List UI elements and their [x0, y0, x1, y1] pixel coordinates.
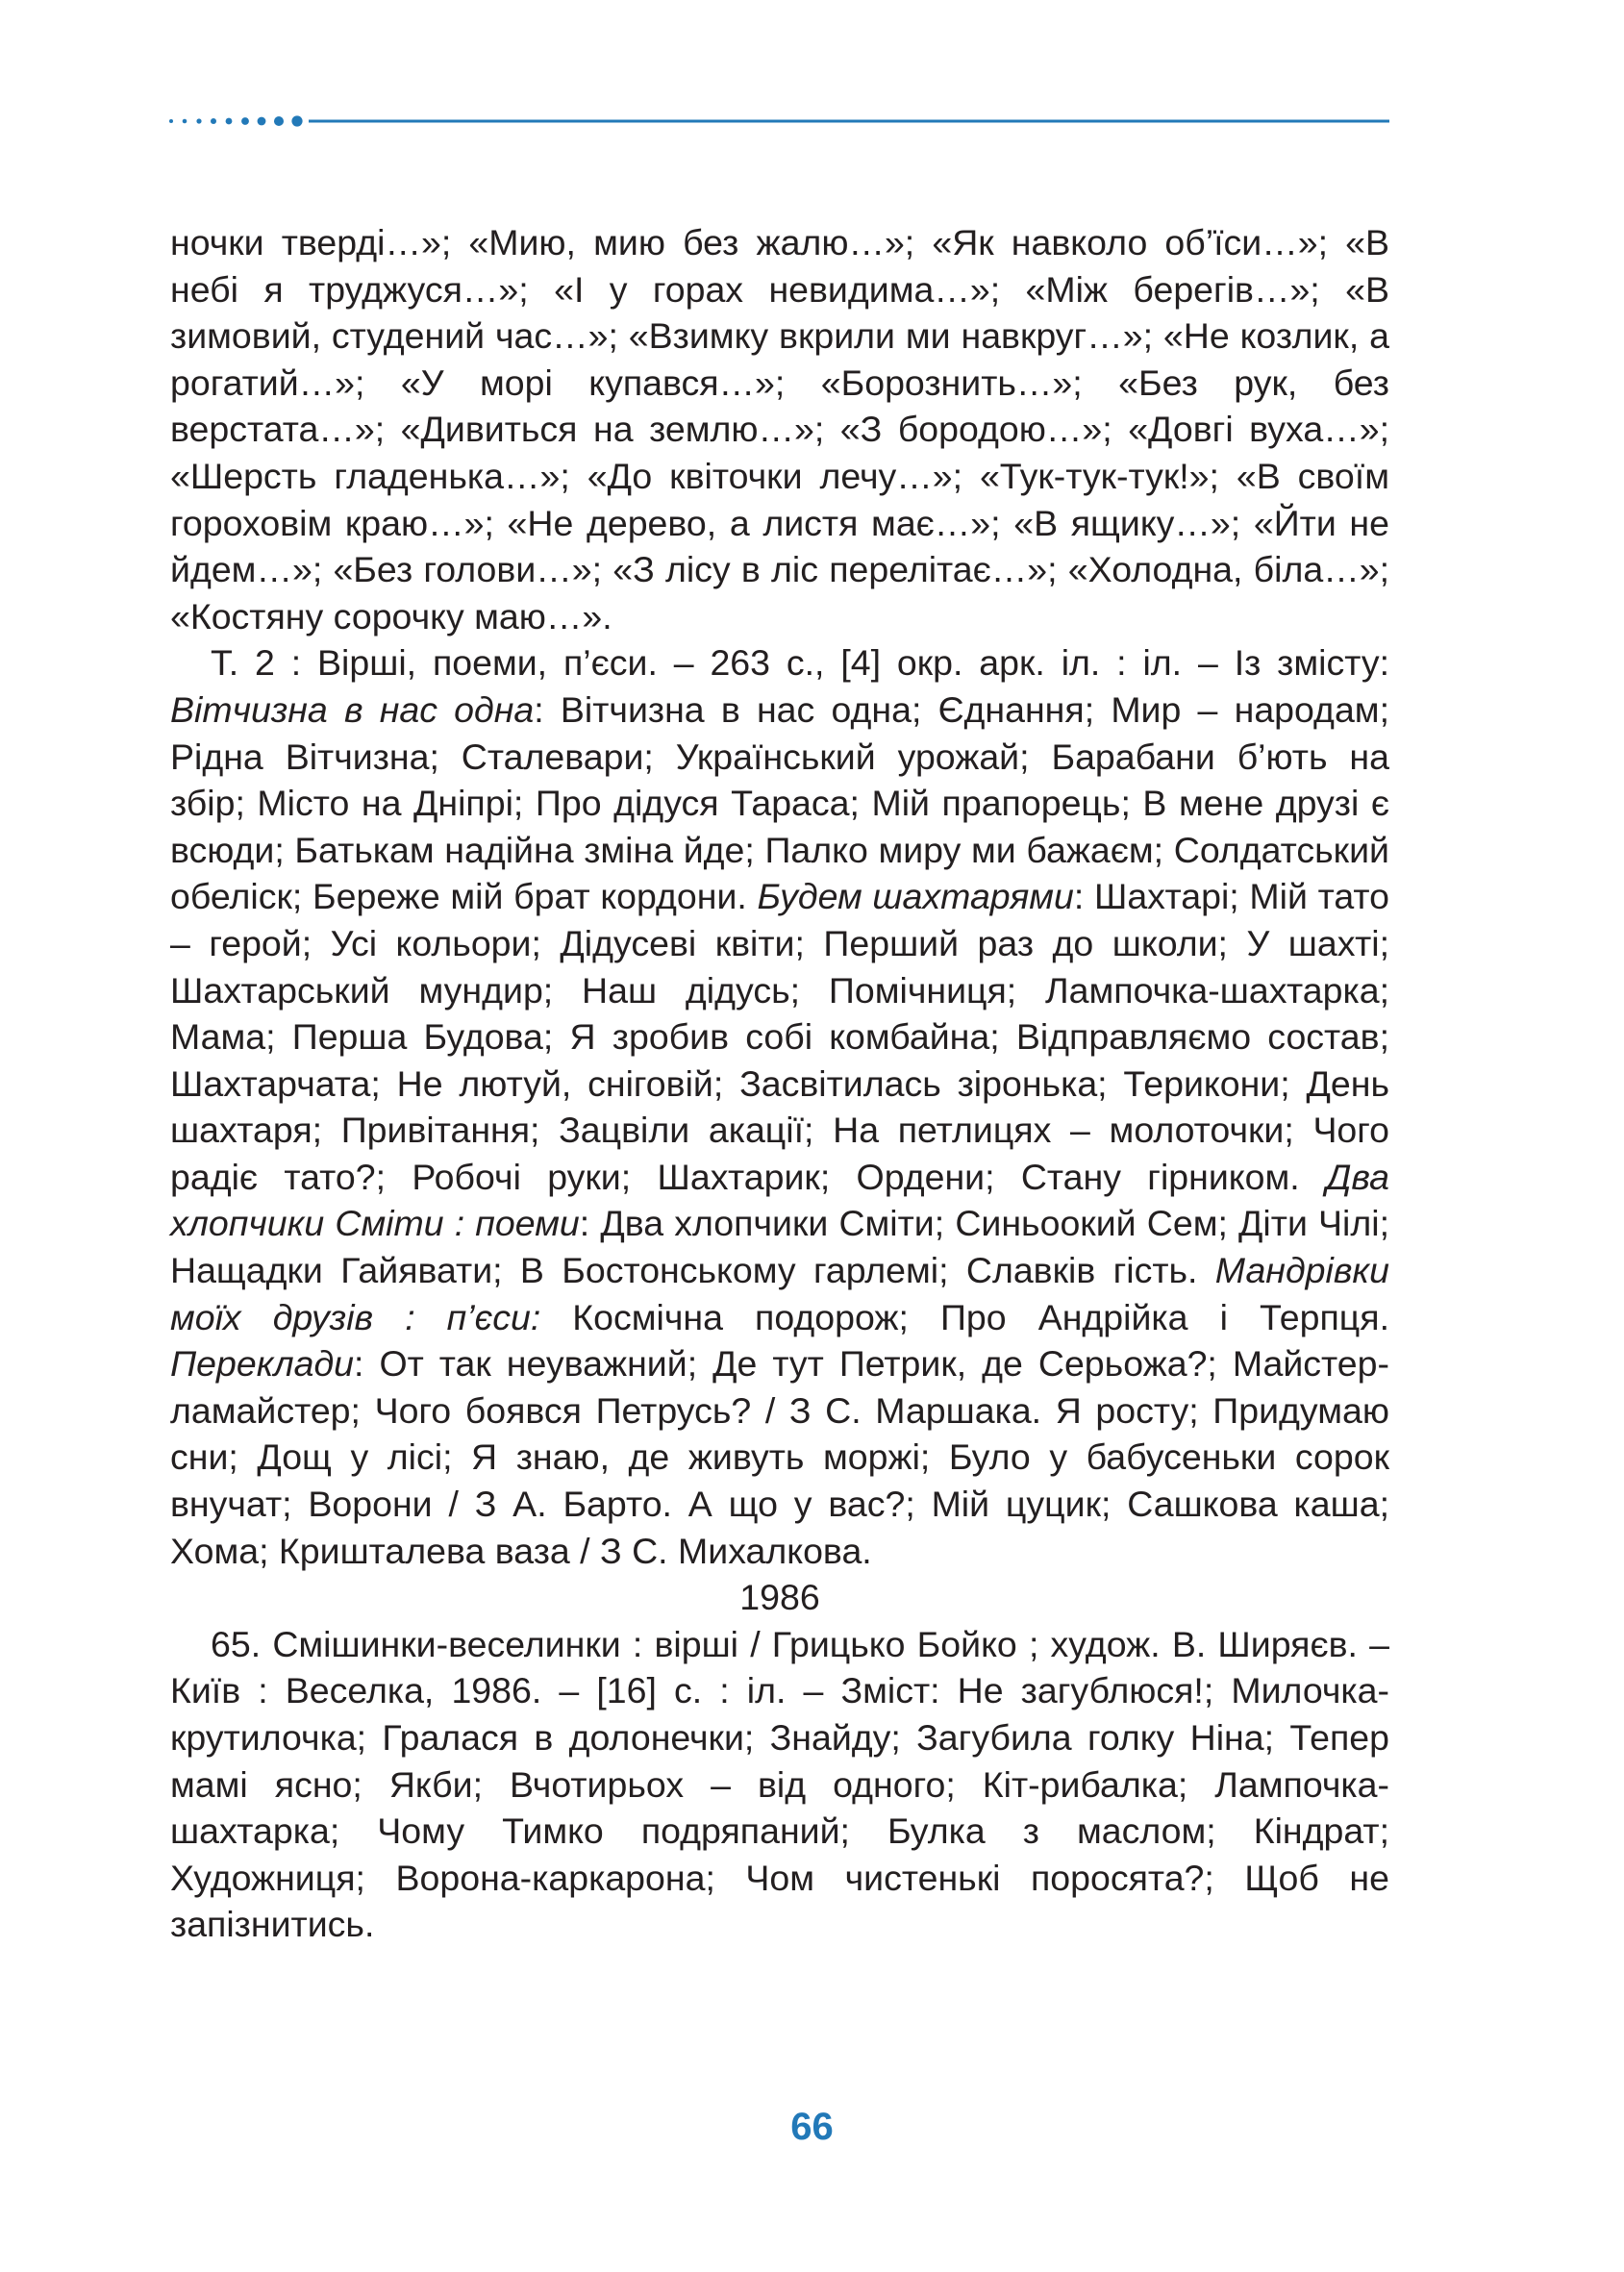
- section-title-dva-khlopchyky: Два хлопчики Сміти : поеми: [170, 1156, 1389, 1244]
- header-dotted-rule: [168, 113, 1389, 129]
- volume-2-text: : Вітчизна в нас одна; Єднання; Мир – народам; Рідна Вітчизна; Сталевари; Український урожай; Барабани б’ють на збір; Місто на Дніпрі; Про дідуся Тараса; Мій прапорець; В мене друзі є всюди; Батькам надійна зміна йде; Палко миру ми бажаєм; Солдатський обеліск; Береже мій брат кордони.: [170, 688, 1389, 917]
- section-title-pereklady: Переклади: [170, 1343, 355, 1385]
- year-heading: 1986: [739, 1577, 820, 1618]
- volume-2-text: : Два хлопчики Сміти; Синьоокий Сем; Діти Чілі; Нащадки Гайявати; В Бостонському гарлемі; Славків гість.: [170, 1203, 1389, 1291]
- page-number: 66: [790, 2106, 834, 2148]
- volume-2-paragraph: [170, 639, 1389, 1574]
- section-title-vitchyzna: Вітчизна в нас одна: [170, 688, 535, 730]
- section-title-budem-shakhtariamy: Будем шахтарями: [757, 876, 1074, 917]
- volume-2-text: Космічна подорож; Про Андрійка і Терпця.: [540, 1296, 1389, 1337]
- volume-2-text: Т. 2 : Вірші, поеми, п’єси. – 263 с., [4] окр. арк. іл. : іл. – Із змісту:: [211, 642, 1389, 684]
- volume-2-text: : От так неуважний; Де тут Петрик, де Серьожа?; Майстер-ламайстер; Чого боявся Петрусь? / З С. Маршака. Я росту; Придумаю сни; Дощ у лісі; Я знаю, де живуть моржі; Було у бабусеньки сорок внучат; Ворони / З А. Барто. А що у вас?; Мій цуцик; Сашкова каша; Хома; Кришталева ваза / З С. Михалкова.: [170, 1343, 1389, 1571]
- bibliography-text: [170, 219, 1389, 1948]
- volume-2-text: : Шахтарі; Мій тато – герой; Усі кольори; Дідусеві квіти; Перший раз до школи; У шахті; Шахтарський мундир; Наш дідусь; Помічниця; Лампочка-шахтарка; Мама; Перша Будова; Я зробив собі комбайна; Відправляємо состав; Шахтарчата; Не лютуй, сніговій; Засвітилась зіронька; Терикони; День шахтаря; Привітання; Зацвіли акації; На петлицях – молоточки; Чого радіє тато?; Робочі руки; Шахтарик; Ордени; Стану гірником.: [170, 876, 1389, 1197]
- section-title-mandrivky: Мандрівки моїх друзів : п’єси:: [170, 1250, 1389, 1337]
- entry-65-paragraph: 65. Смішинки-веселинки : вірші / Грицько Бойко ; худож. В. Ширяєв. – Київ : Веселка, 1986. – [16] с. : іл. – Зміст: Не загублюся!; Милочка-крутилочка; Гралася в долонечки; Знайду; Загубила голку Ніна; Тепер мамі ясно; Якби; Вчотирьох – від одного; Кіт-рибалка; Лампочка-шахтарка; Чому Тимко подряпаний; Булка з маслом; Кіндрат; Художниця; Ворона-каркарона; Чом чистенькі поросята?; Щоб не запізнитись.: [170, 1623, 1389, 1945]
- riddles-list-paragraph: ночки тверді…»; «Мию, мию без жалю…»; «Як навколо об’їси…»; «В небі я труджуся…»; «І у горах невидима…»; «Між берегів…»; «В зимовий, студений час…»; «Взимку вкрили ми навкруг…»; «Не козлик, а рогатий…»; «У морі купався…»; «Борознить…»; «Без рук, без верстата…»; «Дивиться на землю…»; «З бородою…»; «Довгі вуха…»; «Шерсть гладенька…»; «До квіточки лечу…»; «Тук-тук-тук!»; «В своїм гороховім краю…»; «Не дерево, а листя має…»; «В ящику…»; «Йти не йдем…»; «Без голови…»; «З лісу в ліс перелітає…»; «Холодна, біла…»; «Костяну сорочку маю…».: [170, 222, 1389, 637]
